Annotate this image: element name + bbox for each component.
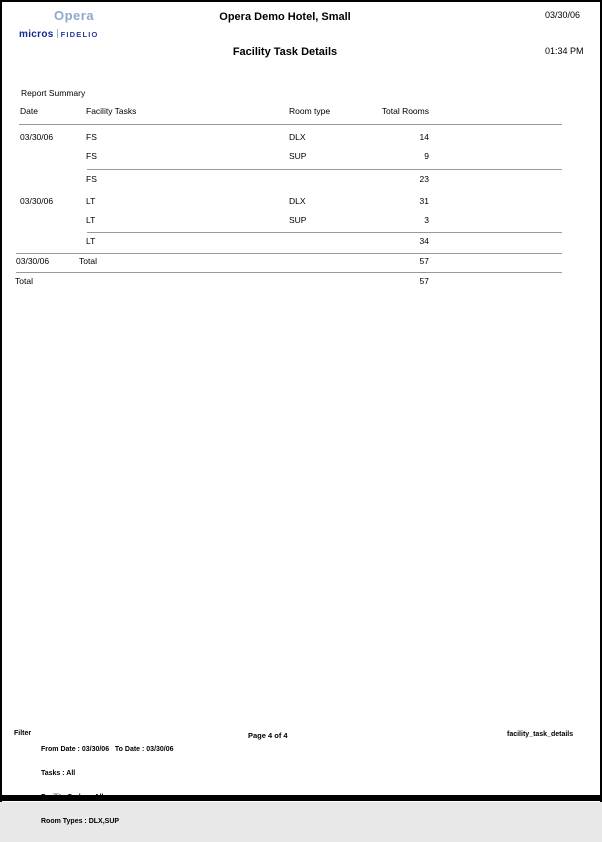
table-row [2,215,600,226]
cell-date: 03/30/06 [16,256,50,266]
logo-divider [57,29,58,38]
footer-filter-line: Tasks : All [41,770,76,777]
footer-filter-line: Room Types : DLX,SUP [41,818,120,825]
table-subtotal-row [2,236,600,247]
cell-total-rooms: 57 [419,256,429,266]
footer-filter-line: From Date : 03/30/06 To Date : 03/30/06 [41,746,174,753]
cell-date: Total [15,276,33,286]
cell-total-rooms: 9 [424,151,429,161]
column-header-facility-tasks: Facility Tasks [86,106,137,116]
table-subtotal-row [2,174,600,185]
cell-facility-task: LT [86,196,96,206]
table-date-total-row [2,256,600,267]
cell-total-rooms: 31 [419,196,429,206]
fidelio-logo-text: FIDELIO [60,30,99,39]
table-header-row [2,106,600,117]
cell-facility-task: LT [86,236,96,246]
cell-facility-task: Total [79,256,97,266]
cell-total-rooms: 34 [419,236,429,246]
footer-filter-label: Filter [14,730,32,737]
cell-room-type: SUP [289,215,307,225]
opera-logo: Opera [54,8,95,23]
hotel-name: Opera Demo Hotel, Small [219,11,351,23]
cell-facility-task: LT [86,215,96,225]
table-row [2,151,600,162]
total-rule [16,253,562,254]
cell-facility-task: FS [86,174,97,184]
grand-total-rule [16,272,562,273]
cell-total-rooms: 57 [419,276,429,286]
cell-room-type: DLX [289,196,306,206]
page-bottom-bar [2,795,600,801]
subtotal-rule [87,232,562,233]
cell-facility-task: FS [86,132,97,142]
column-header-total-rooms: Total Rooms [381,106,429,116]
cell-total-rooms: 3 [424,215,429,225]
micros-fidelio-logo [19,24,99,42]
cell-room-type: SUP [289,151,307,161]
report-summary-label: Report Summary [21,88,86,98]
cell-total-rooms: 23 [419,174,429,184]
cell-date: 03/30/06 [20,196,54,206]
cell-facility-task: FS [86,151,97,161]
report-title: Facility Task Details [232,46,338,58]
subtotal-rule [87,169,562,170]
cell-total-rooms: 14 [419,132,429,142]
column-header-room-type: Room type [289,106,331,116]
footer-report-filename: facility_task_details [507,731,574,738]
table-row [2,196,600,207]
column-header-date: Date [20,106,38,116]
cell-date: 03/30/06 [20,132,54,142]
report-date: 03/30/06 [545,10,581,20]
table-row [2,132,600,143]
report-time: 01:34 PM [545,46,584,56]
cell-room-type: DLX [289,132,306,142]
footer-filter-details [41,730,174,842]
footer-page-number: Page 4 of 4 [248,731,288,740]
table-grand-total-row [2,276,600,287]
micros-logo-text: micros [19,29,54,40]
table-header-rule [19,124,562,125]
